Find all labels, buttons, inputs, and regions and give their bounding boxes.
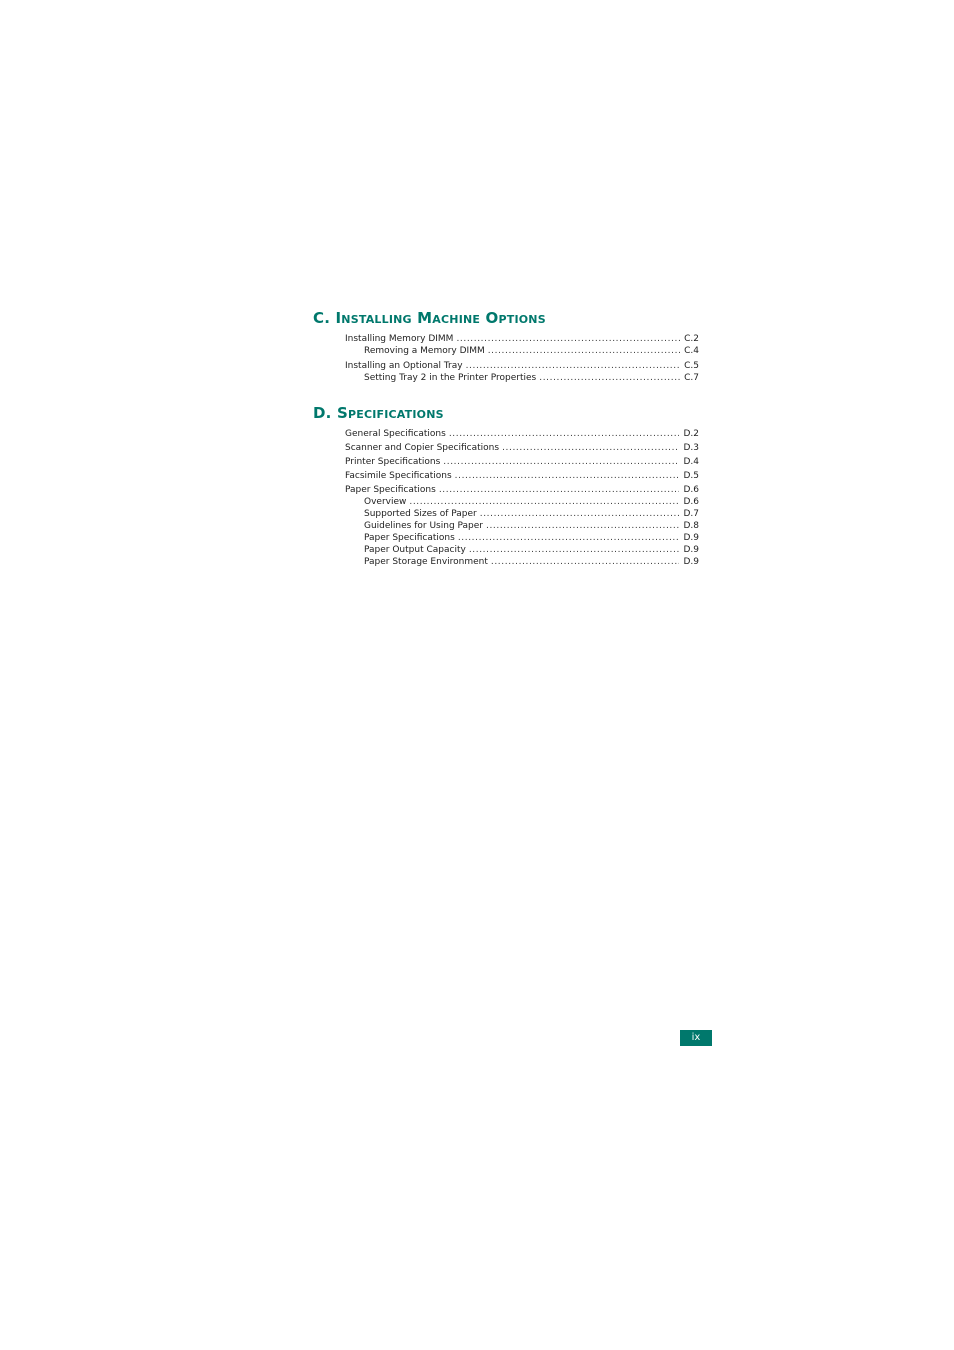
toc-entry-page: D.6 <box>683 497 699 507</box>
dot-leader <box>409 496 679 508</box>
toc-entry-page: D.2 <box>683 429 699 439</box>
toc-entry[interactable] <box>345 360 699 372</box>
toc-entry-page: D.6 <box>683 485 699 495</box>
dot-leader <box>439 484 680 496</box>
toc-entry-page: D.7 <box>683 509 699 519</box>
toc-entry-label: Installing an Optional Tray <box>345 361 463 371</box>
toc-entry[interactable] <box>345 442 699 454</box>
toc-entry[interactable] <box>345 484 699 496</box>
toc-entry-label: General Specifications <box>345 429 446 439</box>
toc-entry-page: D.3 <box>683 443 699 453</box>
dot-leader <box>456 333 680 345</box>
section-title-specifications: D. Specifications <box>313 404 444 422</box>
dot-leader <box>449 428 680 440</box>
dot-leader <box>466 360 681 372</box>
toc-entry-label: Paper Specifications <box>345 485 436 495</box>
dot-leader <box>539 372 680 384</box>
toc-entry-label: Printer Specifications <box>345 457 441 467</box>
dot-leader <box>480 508 680 520</box>
toc-entry[interactable] <box>345 556 699 568</box>
dot-leader <box>491 556 680 568</box>
toc-entry-label: Overview <box>364 497 407 507</box>
dot-leader <box>443 456 679 468</box>
page-number-badge: ix <box>680 1030 712 1046</box>
toc-entry-page: C.2 <box>684 334 699 344</box>
toc-entry[interactable] <box>345 470 699 482</box>
toc-entry-label: Facsimile Specifications <box>345 471 452 481</box>
toc-entry-label: Installing Memory DIMM <box>345 334 454 344</box>
toc-entry-page: D.4 <box>683 457 699 467</box>
toc-entry-page: D.8 <box>683 521 699 531</box>
toc-entry-page: C.4 <box>684 346 699 356</box>
toc-entry-label: Paper Storage Environment <box>364 557 488 567</box>
dot-leader <box>469 544 680 556</box>
toc-entry-page: D.5 <box>683 471 699 481</box>
section-title-installing-machine-options: C. Installing Machine Options <box>313 309 546 327</box>
toc-entry[interactable] <box>345 496 699 508</box>
toc-entry[interactable] <box>345 508 699 520</box>
toc-entry-page: D.9 <box>683 545 699 555</box>
toc-entry-label: Guidelines for Using Paper <box>364 521 483 531</box>
dot-leader <box>502 442 679 454</box>
toc-entry[interactable] <box>345 520 699 532</box>
toc-entry[interactable] <box>345 372 699 384</box>
toc-entry[interactable] <box>345 532 699 544</box>
dot-leader <box>455 470 680 482</box>
dot-leader <box>458 532 680 544</box>
toc-entry-label: Supported Sizes of Paper <box>364 509 477 519</box>
toc-list-installing-machine-options <box>345 333 699 384</box>
toc-entry-label: Removing a Memory DIMM <box>364 346 485 356</box>
toc-entry[interactable] <box>345 456 699 468</box>
toc-entry-label: Scanner and Copier Specifications <box>345 443 500 453</box>
toc-entry[interactable] <box>345 428 699 440</box>
toc-entry-page: D.9 <box>683 557 699 567</box>
toc-entry[interactable] <box>345 345 699 357</box>
toc-entry[interactable] <box>345 333 699 345</box>
toc-entry-page: C.7 <box>684 373 699 383</box>
toc-entry[interactable] <box>345 544 699 556</box>
toc-entry-label: Paper Output Capacity <box>364 545 466 555</box>
toc-entry-label: Paper Specifications <box>364 533 455 543</box>
toc-entry-page: D.9 <box>683 533 699 543</box>
toc-entry-page: C.5 <box>684 361 699 371</box>
dot-leader <box>486 520 679 532</box>
toc-list-specifications <box>345 428 699 568</box>
dot-leader <box>488 345 680 357</box>
toc-entry-label: Setting Tray 2 in the Printer Properties <box>364 373 537 383</box>
